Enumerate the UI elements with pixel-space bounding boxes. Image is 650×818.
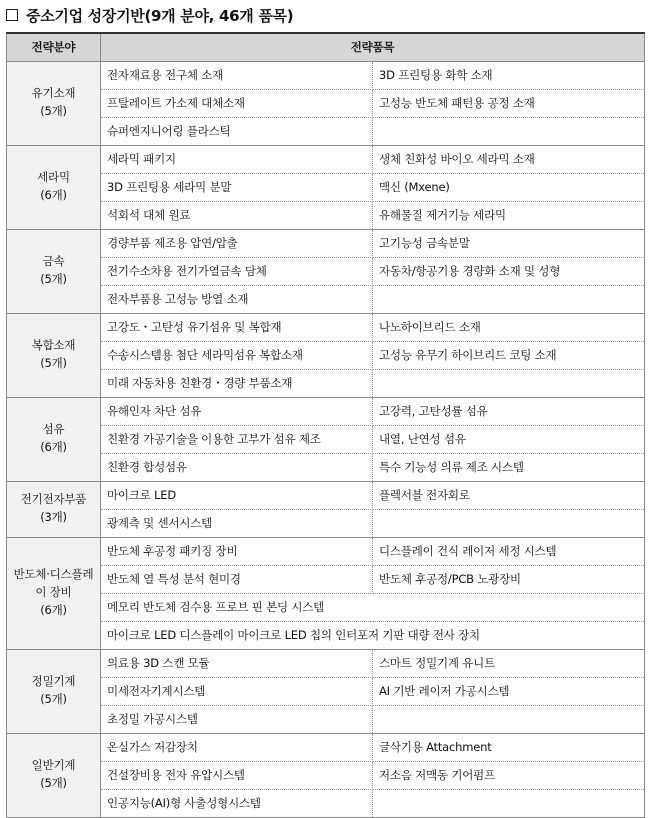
item-cell: [373, 509, 645, 537]
item-cell: [373, 117, 645, 145]
table-row: [7, 257, 645, 285]
field-name: 섬유: [42, 422, 65, 437]
checkbox-square-icon: [6, 9, 18, 21]
item-cell: 인공지능(AI)형 사출성형시스템: [101, 789, 373, 817]
field-count: (6개): [40, 440, 67, 454]
table-row: [7, 117, 645, 145]
item-cell: 고강도・고탄성 유기섬유 및 복합재: [101, 313, 373, 341]
item-cell: 자동차/항공기용 경량화 소재 및 성형: [373, 257, 645, 285]
field-count: (5개): [40, 776, 67, 790]
item-cell: 친환경 합성섬유: [101, 453, 373, 481]
item-cell: 건설장비용 전자 유압시스템: [101, 761, 373, 789]
item-cell: 플렉서블 전자회로: [373, 481, 645, 509]
item-cell: 미래 자동차용 친환경・경량 부품소재: [101, 369, 373, 397]
item-cell: [373, 705, 645, 733]
table-row: [7, 705, 645, 733]
item-cell: AI 기반 레이저 가공시스템: [373, 677, 645, 705]
item-cell: 미세전자기계시스템: [101, 677, 373, 705]
field-count: (6개): [40, 188, 67, 202]
table-row: [7, 61, 645, 89]
item-cell: 반도체 후공정/PCB 노광장비: [373, 565, 645, 593]
item-cell: 반도체 열 특성 분석 현미경: [101, 565, 373, 593]
header-field: 전략분야: [7, 33, 101, 61]
item-cell: 반도체 후공정 패키징 장비: [101, 537, 373, 565]
table-row: [7, 789, 645, 817]
item-cell: 프탈레이트 가소제 대체소재: [101, 89, 373, 117]
table-row: [7, 733, 645, 761]
table-row: [7, 201, 645, 229]
field-count: (5개): [40, 272, 67, 286]
title-text: 중소기업 성장기반(9개 분야, 46개 품목): [26, 6, 294, 25]
table-row: [7, 397, 645, 425]
item-cell: 특수 기능성 의류 제조 시스템: [373, 453, 645, 481]
item-cell: 전자재료용 전구체 소재: [101, 61, 373, 89]
item-cell: 의료용 3D 스캔 모듈: [101, 649, 373, 677]
table-row: [7, 453, 645, 481]
item-cell: 맥신 (Mxene): [373, 173, 645, 201]
item-cell: 유해인자 차단 섬유: [101, 397, 373, 425]
table-row: [7, 481, 645, 509]
header-items: 전략품목: [101, 33, 645, 61]
field-name: 유기소재: [31, 86, 76, 101]
item-cell: 3D 프린팅용 세라믹 분말: [101, 173, 373, 201]
item-cell: 경량부품 제조용 압연/압출: [101, 229, 373, 257]
table-header-row: [7, 33, 645, 61]
table-row: [7, 341, 645, 369]
item-cell: 디스플레이 건식 레이저 세정 시스템: [373, 537, 645, 565]
table-row: [7, 509, 645, 537]
item-cell: 초정밀 가공시스템: [101, 705, 373, 733]
field-cell: [7, 733, 101, 817]
field-cell: [7, 537, 101, 649]
table-row: [7, 677, 645, 705]
table-row: [7, 173, 645, 201]
field-cell: [7, 229, 101, 313]
item-cell: 온실가스 저감장치: [101, 733, 373, 761]
item-cell: 유해물질 제거기능 세라믹: [373, 201, 645, 229]
table-row: [7, 369, 645, 397]
item-cell: 전기수소차용 전기가열금속 담체: [101, 257, 373, 285]
table-row: [7, 285, 645, 313]
table-row: [7, 761, 645, 789]
table-body: [7, 61, 645, 817]
item-cell: 고성능 유무기 하이브리드 코팅 소재: [373, 341, 645, 369]
table-row: [7, 313, 645, 341]
item-cell: 스마트 정밀기계 유니트: [373, 649, 645, 677]
item-cell: 마이크로 LED 디스플레이 마이크로 LED 칩의 인터포저 기판 대량 전사 장치: [101, 621, 645, 649]
item-cell: 석회석 대체 원료: [101, 201, 373, 229]
field-cell: [7, 313, 101, 397]
item-cell: 고성능 반도체 패턴용 공정 소재: [373, 89, 645, 117]
field-cell: [7, 481, 101, 537]
item-cell: 수송시스템용 첨단 세라믹섬유 복합소재: [101, 341, 373, 369]
field-cell: [7, 61, 101, 145]
item-cell: 나노하이브리드 소재: [373, 313, 645, 341]
table-row: [7, 593, 645, 621]
table-row: [7, 145, 645, 173]
field-name: 일반기계: [31, 758, 76, 773]
field-cell: [7, 397, 101, 481]
item-cell: 고기능성 금속분말: [373, 229, 645, 257]
item-cell: [373, 285, 645, 313]
field-name: 금속: [42, 254, 65, 269]
item-cell: 마이크로 LED: [101, 481, 373, 509]
table-row: [7, 229, 645, 257]
field-count: (5개): [40, 692, 67, 706]
page-title: [6, 4, 293, 26]
strategy-table: [6, 32, 645, 818]
field-count: (5개): [40, 104, 67, 118]
table-row: [7, 649, 645, 677]
field-cell: [7, 649, 101, 733]
table-row: [7, 621, 645, 649]
table-row: [7, 425, 645, 453]
field-name: 전기전자부품: [20, 492, 87, 507]
item-cell: 광계측 및 센서시스템: [101, 509, 373, 537]
item-cell: 슈퍼엔지니어링 플라스틱: [101, 117, 373, 145]
field-name: 복합소재: [31, 338, 76, 353]
table-row: [7, 565, 645, 593]
table-row: [7, 89, 645, 117]
item-cell: 전자부품용 고성능 방열 소재: [101, 285, 373, 313]
field-count: (3개): [40, 510, 67, 524]
field-count: (5개): [40, 356, 67, 370]
item-cell: 세라믹 패키지: [101, 145, 373, 173]
table-row: [7, 537, 645, 565]
item-cell: 내열, 난연성 섬유: [373, 425, 645, 453]
field-name: 반도체·디스플레이 장비: [13, 567, 94, 600]
field-count: (6개): [40, 602, 67, 617]
item-cell: 생체 친화성 바이오 세라믹 소재: [373, 145, 645, 173]
item-cell: [373, 789, 645, 817]
item-cell: 고강력, 고탄성률 섬유: [373, 397, 645, 425]
item-cell: 저소음 저맥동 기어펌프: [373, 761, 645, 789]
field-cell: [7, 145, 101, 229]
item-cell: [373, 369, 645, 397]
item-cell: 메모리 반도체 검수용 프로브 핀 본딩 시스템: [101, 593, 645, 621]
item-cell: 친환경 가공기술을 이용한 고부가 섬유 제조: [101, 425, 373, 453]
field-name: 세라믹: [37, 170, 70, 185]
item-cell: 3D 프린팅용 화학 소재: [373, 61, 645, 89]
item-cell: 글삭기용 Attachment: [373, 733, 645, 761]
field-name: 정밀기계: [31, 674, 76, 689]
